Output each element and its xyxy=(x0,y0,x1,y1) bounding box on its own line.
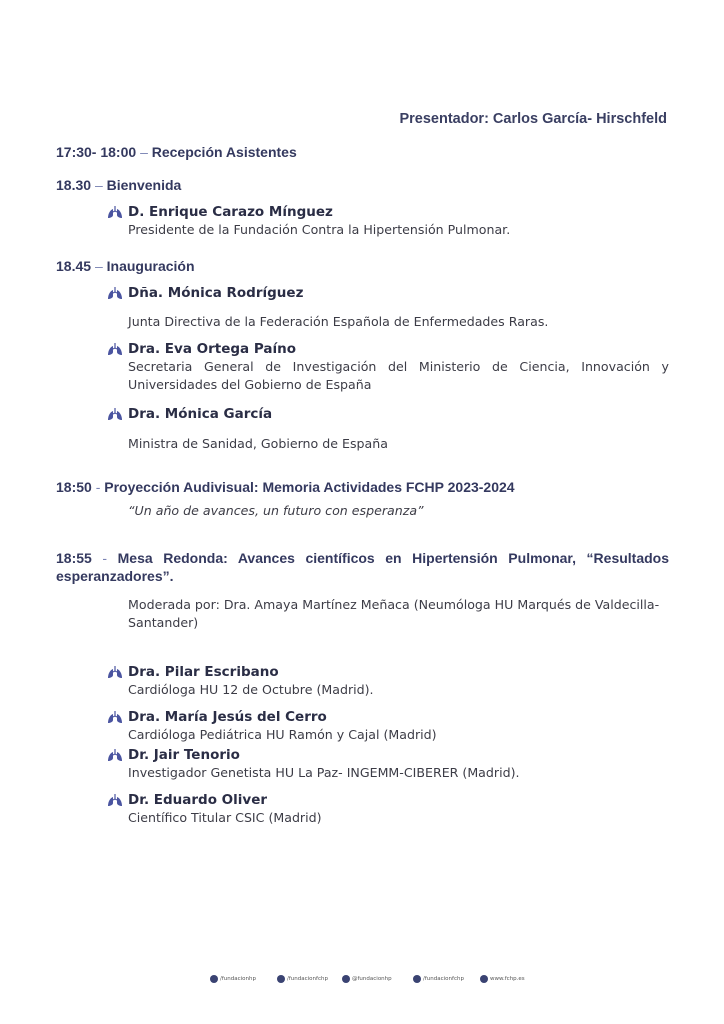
lungs-icon xyxy=(108,408,122,421)
instagram-handle: /fundacionfchp xyxy=(287,976,328,982)
speaker-garcia xyxy=(108,404,670,424)
web-url: www.fchp.es xyxy=(490,976,525,982)
speaker-role: Presidente de la Fundación Contra la Hipertensión Pulmonar. xyxy=(128,222,511,237)
lungs-icon xyxy=(108,794,122,807)
facebook-handle: /fundacionhp xyxy=(220,976,257,982)
section-time: 18.45 xyxy=(56,258,92,274)
lungs-icon xyxy=(108,206,122,219)
lungs-icon xyxy=(108,287,122,300)
section-title: Mesa Redonda: Avances científicos en Hipertensión Pulmonar, “Resultados esperanzadores”. xyxy=(56,550,670,584)
speaker-ortega xyxy=(108,339,670,359)
facebook-icon xyxy=(210,975,218,983)
youtube-link[interactable] xyxy=(413,975,464,983)
speaker-name: Dr. Jair Tenorio xyxy=(128,747,240,763)
section-dash: - xyxy=(95,479,101,495)
speaker-name: Dra. Pilar Escribano xyxy=(128,664,279,680)
lungs-icon xyxy=(108,749,122,762)
section-title: Recepción Asistentes xyxy=(151,144,297,160)
speaker-rodriguez xyxy=(108,283,670,303)
twitter-link[interactable] xyxy=(342,975,392,983)
lungs-icon xyxy=(108,343,122,356)
section-time: 18.30 xyxy=(56,177,92,193)
speaker-role: Cardióloga Pediátrica HU Ramón y Cajal (Madrid) xyxy=(128,727,437,742)
speaker-oliver xyxy=(108,790,670,810)
section-reception xyxy=(56,144,297,160)
speaker-name: Dra. Eva Ortega Paíno xyxy=(128,341,297,357)
speaker-role: Cardióloga HU 12 de Octubre (Madrid). xyxy=(128,682,374,697)
section-title: Proyección Audivisual: Memoria Actividades FCHP 2023-2024 xyxy=(104,479,515,495)
speaker-name: Dña. Mónica Rodríguez xyxy=(128,285,304,301)
round-table-moderator: Moderada por: Dra. Amaya Martínez Meñaca (Neumóloga HU Marqués de Valdecilla-Santander) xyxy=(128,597,660,630)
section-time: 18:55 xyxy=(56,550,92,566)
presenter-label: Presentador: Carlos García- Hirschfeld xyxy=(399,111,667,127)
speaker-escribano xyxy=(108,662,670,682)
lungs-icon xyxy=(108,666,122,679)
section-dash: – xyxy=(140,144,148,160)
speaker-role: Ministra de Sanidad, Gobierno de España xyxy=(128,436,388,451)
speaker-role: Científico Titular CSIC (Madrid) xyxy=(128,810,322,825)
section-welcome xyxy=(56,177,181,193)
lungs-icon xyxy=(108,711,122,724)
globe-icon xyxy=(480,975,488,983)
section-time: 17:30- 18:00 xyxy=(56,144,137,160)
speaker-role: Secretaria General de Investigación del Ministerio de Ciencia, Innovación y Universidades del Gobierno de España xyxy=(128,359,669,392)
section-inauguration xyxy=(56,258,195,274)
facebook-link[interactable] xyxy=(210,975,256,983)
speaker-name: Dr. Eduardo Oliver xyxy=(128,792,268,808)
section-dash: – xyxy=(94,177,103,193)
section-title: Bienvenida xyxy=(106,177,182,193)
youtube-icon xyxy=(413,975,421,983)
speaker-carazo xyxy=(108,202,670,222)
section-round-table xyxy=(56,549,669,585)
twitter-icon xyxy=(342,975,350,983)
speaker-cerro xyxy=(108,707,670,727)
instagram-icon xyxy=(277,975,285,983)
section-projection xyxy=(56,479,515,495)
speaker-name: Dra. Mónica García xyxy=(128,406,273,422)
projection-subtitle: “Un año de avances, un futuro con esperanza” xyxy=(128,503,424,518)
footer-social xyxy=(0,975,724,989)
instagram-link[interactable] xyxy=(277,975,328,983)
section-time: 18:50 xyxy=(56,479,92,495)
speaker-name: Dra. María Jesús del Cerro xyxy=(128,709,327,725)
speaker-role: Junta Directiva de la Federación Española de Enfermedades Raras. xyxy=(128,314,549,329)
speaker-tenorio xyxy=(108,745,670,765)
speaker-role: Investigador Genetista HU La Paz- INGEMM-CIBERER (Madrid). xyxy=(128,765,520,780)
twitter-handle: @fundacionhp xyxy=(352,976,392,982)
speaker-name: D. Enrique Carazo Mínguez xyxy=(128,204,333,220)
youtube-handle: /fundacionfchp xyxy=(423,976,464,982)
section-title: Inauguración xyxy=(106,258,195,274)
section-dash: - xyxy=(102,550,108,566)
web-link[interactable] xyxy=(480,975,525,983)
section-dash: – xyxy=(94,258,103,274)
